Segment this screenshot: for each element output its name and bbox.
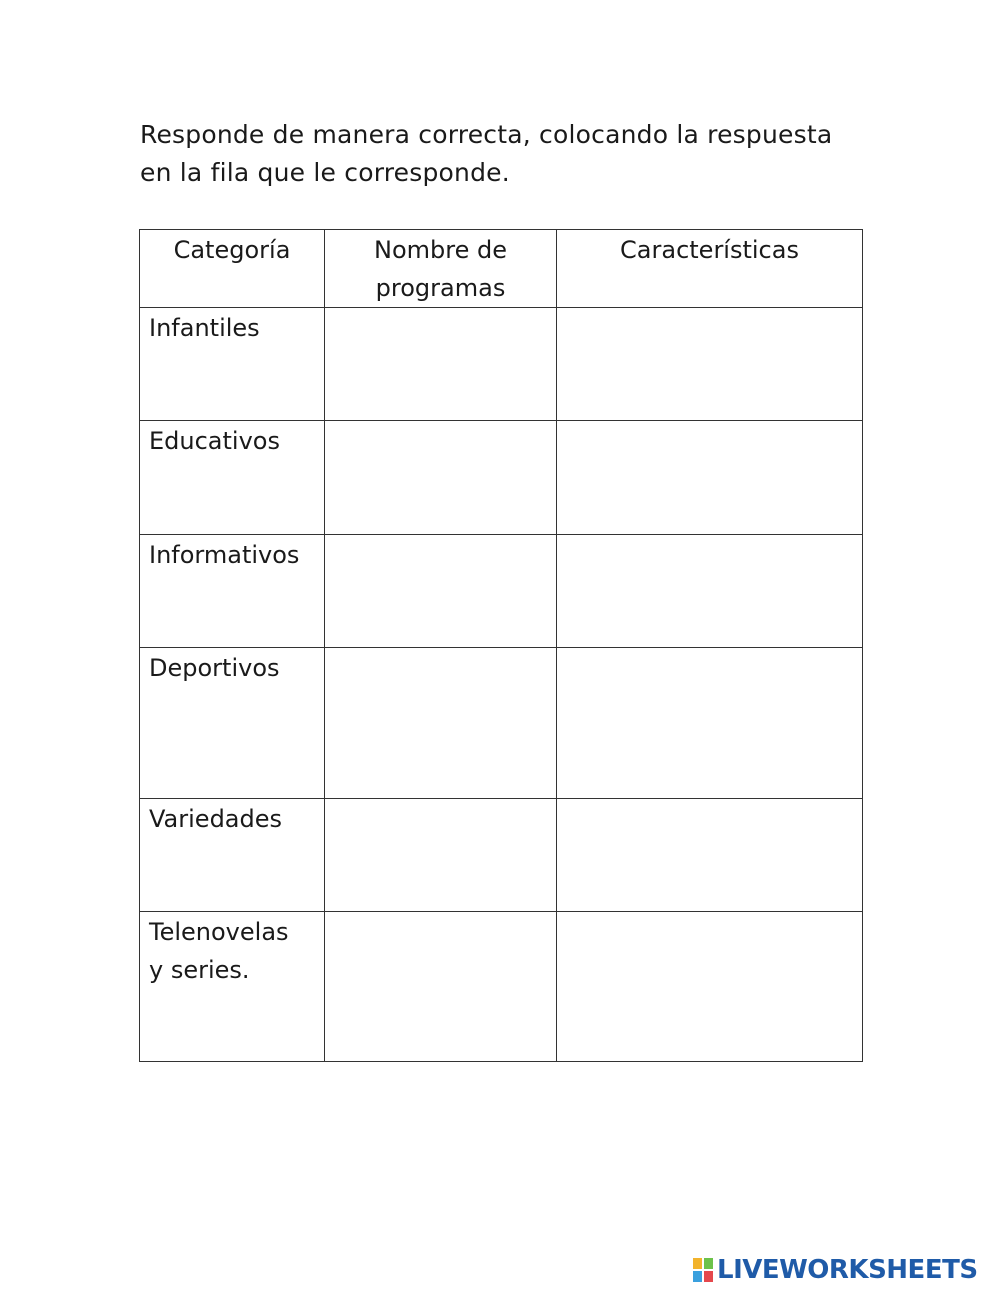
program-answer-cell[interactable] <box>325 648 557 799</box>
table-header-row <box>140 230 863 308</box>
category-cell: Educativos <box>140 421 325 535</box>
liveworksheets-logo <box>692 1255 978 1285</box>
features-answer-cell[interactable] <box>557 799 863 912</box>
program-answer-cell[interactable] <box>325 421 557 535</box>
header-program-name: Nombre de programas <box>325 230 557 308</box>
features-answer-cell[interactable] <box>557 912 863 1062</box>
features-answer-cell[interactable] <box>557 535 863 648</box>
table-row <box>140 799 863 912</box>
table-row <box>140 308 863 421</box>
category-cell: Telenovelas y series. <box>140 912 325 1062</box>
program-answer-cell[interactable] <box>325 912 557 1062</box>
instructions-text: Responde de manera correcta, colocando la respuesta en la fila que le corresponde. <box>140 120 833 187</box>
liveworksheets-logo-icon <box>692 1257 714 1283</box>
header-category: Categoría <box>140 230 325 308</box>
features-answer-cell[interactable] <box>557 421 863 535</box>
worksheet-table <box>139 229 863 1062</box>
table-row <box>140 535 863 648</box>
features-answer-cell[interactable] <box>557 648 863 799</box>
header-characteristics: Características <box>557 230 863 308</box>
table-row <box>140 912 863 1062</box>
table-row <box>140 648 863 799</box>
category-cell: Deportivos <box>140 648 325 799</box>
logo-wordmark: LIVEWORKSHEETS <box>717 1255 978 1285</box>
category-cell: Infantiles <box>140 308 325 421</box>
program-answer-cell[interactable] <box>325 308 557 421</box>
features-answer-cell[interactable] <box>557 308 863 421</box>
table-row <box>140 421 863 535</box>
category-cell: Informativos <box>140 535 325 648</box>
program-answer-cell[interactable] <box>325 799 557 912</box>
category-cell: Variedades <box>140 799 325 912</box>
program-answer-cell[interactable] <box>325 535 557 648</box>
